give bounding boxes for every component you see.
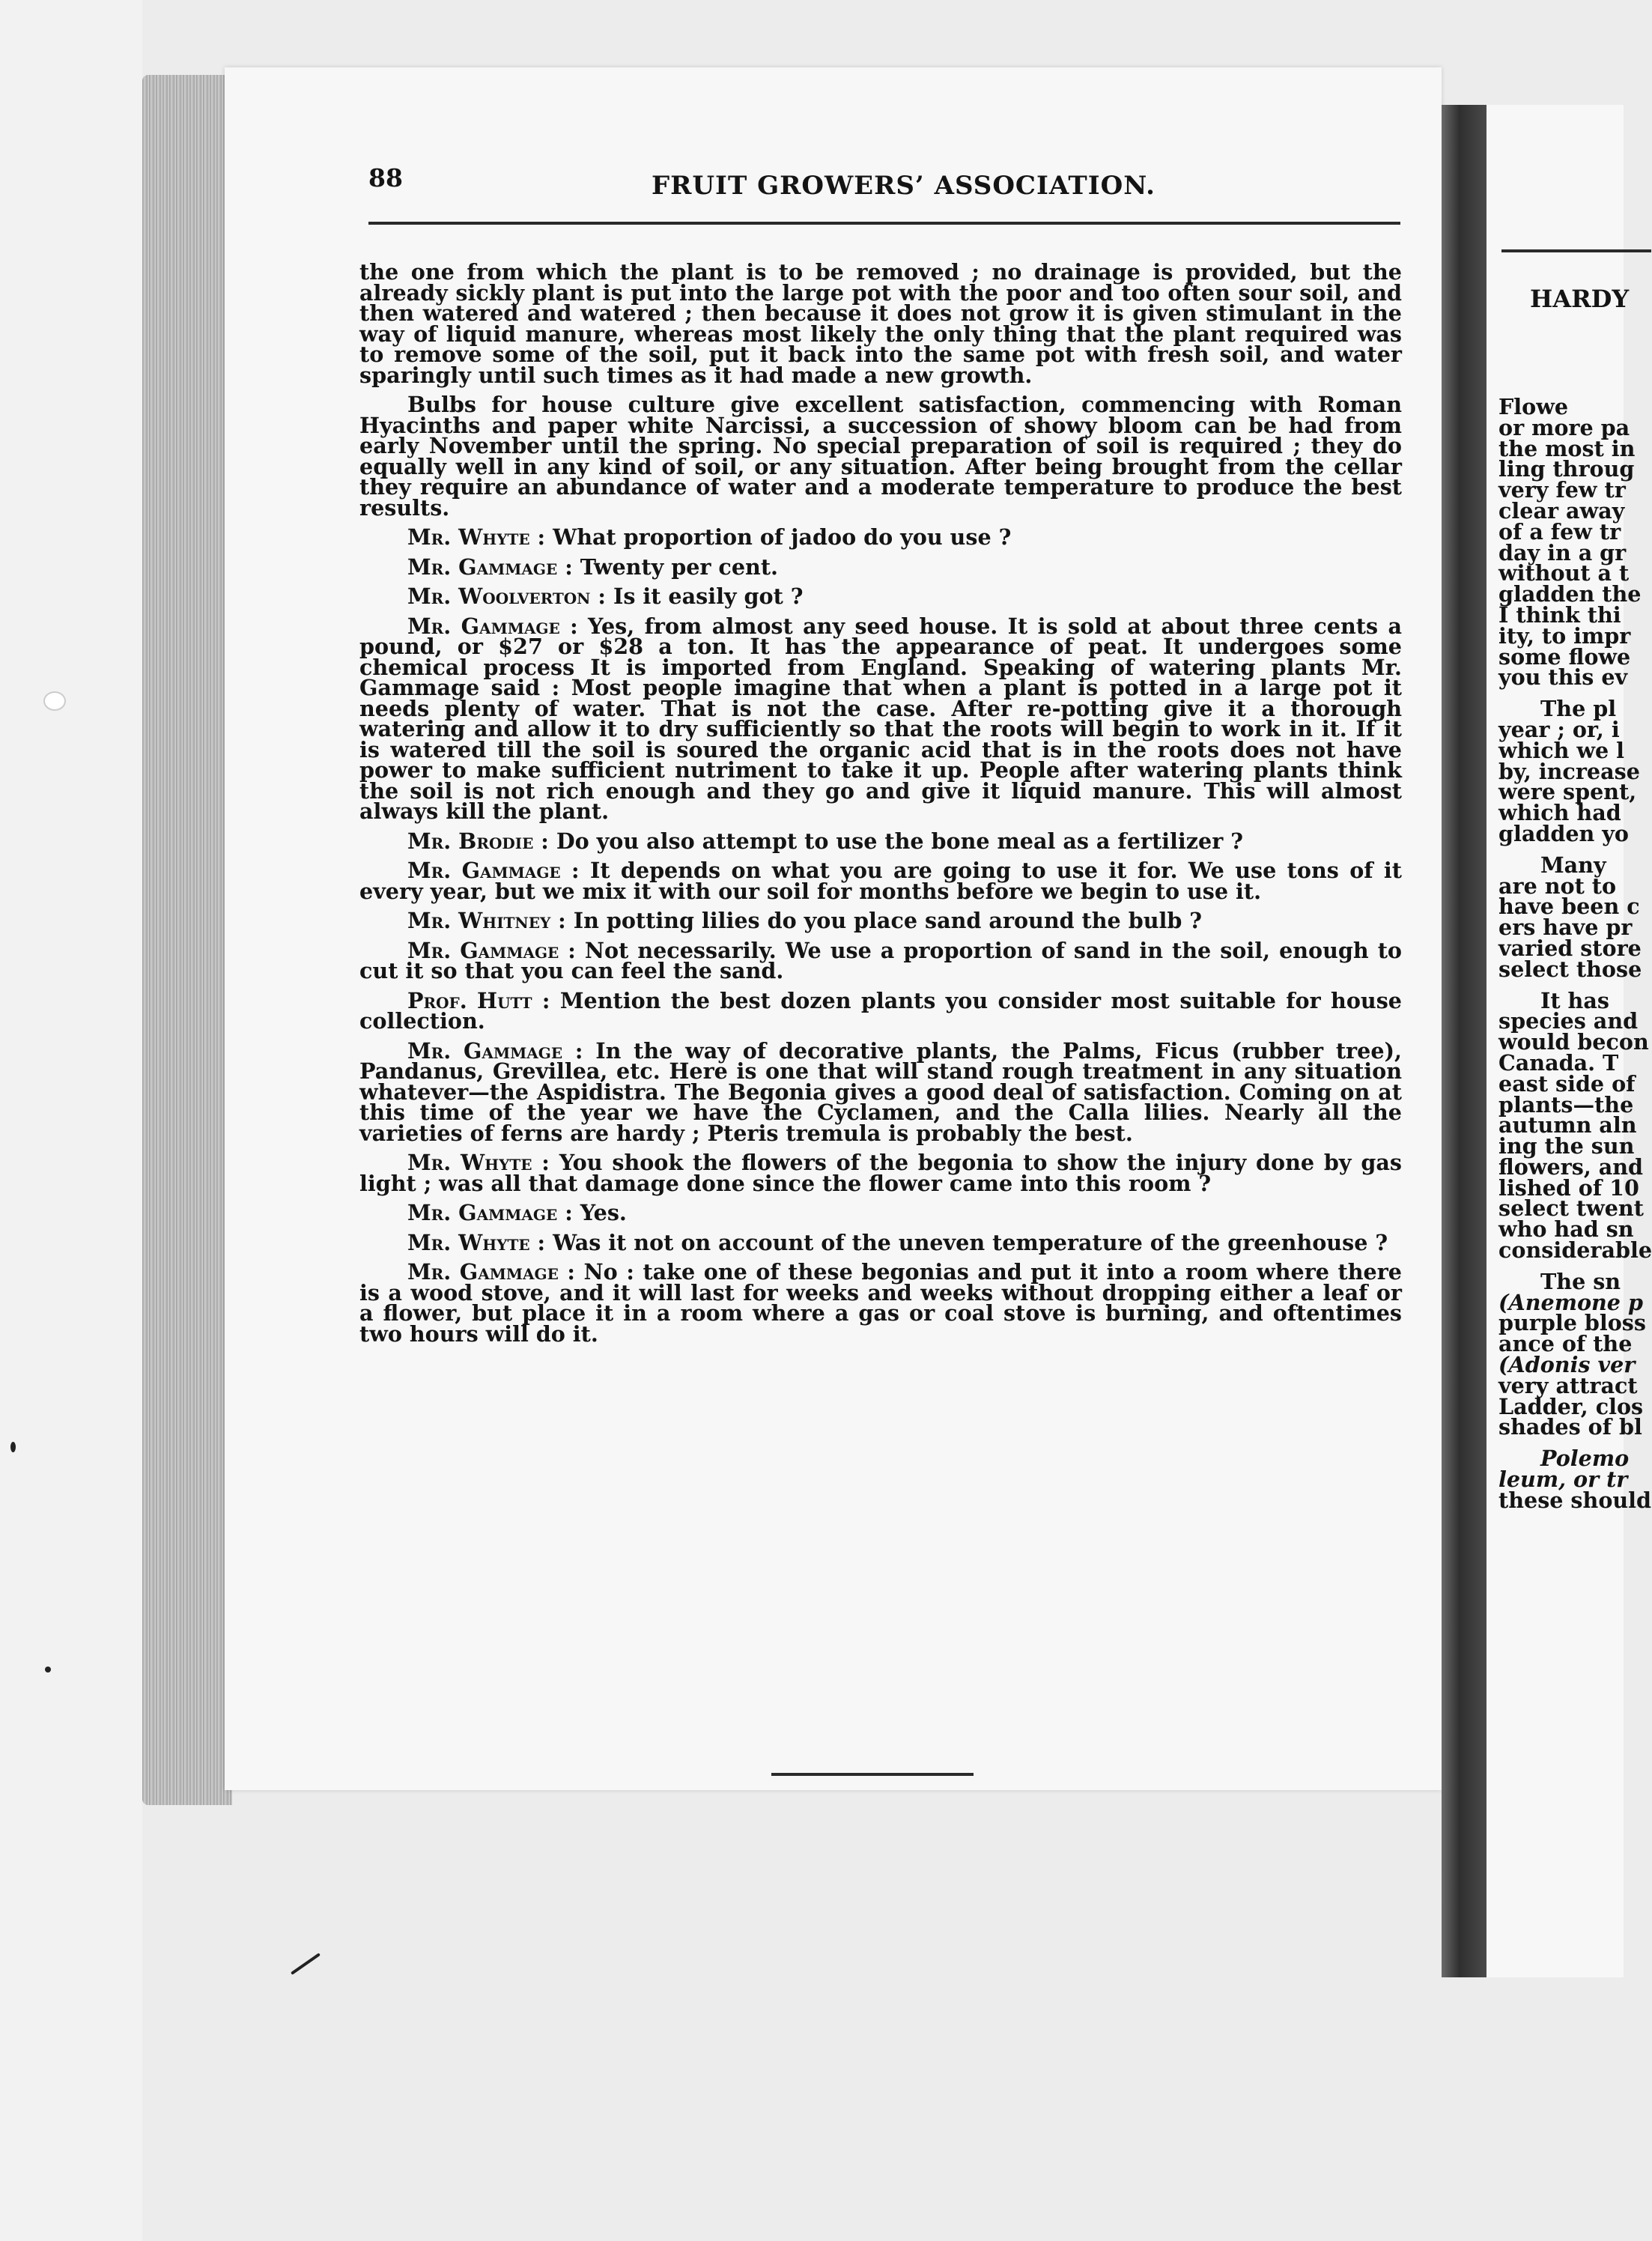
book-spine-shadow (1442, 105, 1487, 1977)
right-page-line: leum, or tr (1498, 1467, 1628, 1493)
right-page-line: ers have pr (1498, 915, 1633, 941)
speech: Twenty per cent. (580, 554, 778, 580)
speech: Was it not on account of the uneven temperature of the greenhouse ? (553, 1229, 1388, 1255)
right-page-text (1498, 394, 1652, 1513)
right-page-line: very few tr (1498, 477, 1626, 503)
speech: You shook the flowers of the begonia to show the injury done by gas light ; was all that damage done since the flower came into this room ? (359, 1150, 1402, 1196)
right-page-line: (Adonis ver (1498, 1352, 1636, 1378)
speaker: Mr. Whyte : (407, 1150, 550, 1175)
dialogue-entry (359, 583, 1402, 609)
right-page-line: species and (1498, 1008, 1639, 1034)
right-page-line: were spent, (1498, 779, 1637, 805)
right-page-line: It has (1540, 987, 1609, 1013)
right-page-line: are not to (1498, 873, 1617, 899)
right-page-line: without a t (1498, 560, 1630, 586)
speaker: Mr. Gammage : (407, 858, 580, 883)
speaker: Mr. Gammage : (407, 1200, 573, 1225)
speech: Not necessarily. We use a proportion of sand in the soil, enough to cut it so that you can feel the sand. (359, 937, 1402, 983)
right-page-line: Ladder, clos (1498, 1393, 1644, 1419)
right-page-line: ing the sun (1498, 1133, 1635, 1159)
right-page-line: The pl (1540, 696, 1617, 722)
right-page-line: which we l (1498, 737, 1625, 763)
speaker: Mr. Gammage : (407, 613, 578, 639)
right-page-line: lished of 10 (1498, 1174, 1639, 1201)
dialogue-entry (359, 554, 1402, 580)
header-rule (368, 222, 1400, 225)
dialogue-entry (359, 1150, 1402, 1196)
right-page-header-rule (1501, 249, 1651, 252)
right-page-line: ance of the (1498, 1331, 1633, 1357)
speech: No : take one of these begonias and put it into a room where there is a wood stove, and it will last for weeks and weeks without dropping either a leaf or a flower, but place it in a room where a gas or coal stove is burning, and oftentimes two hours will do it. (359, 1259, 1402, 1347)
running-head: FRUIT GROWERS’ ASSOCIATION. (652, 171, 1156, 201)
paragraph: the one from which the plant is to be removed ; no drainage is provided, but the already sickly plant is put into the large pot with the poor and too often sour soil, and then watered and watered ; then because it does not grow it is given stimulant in the way of liquid manure, whereas most likely the only thing that the plant required was to remove some of the soil, put it back into the same pot with fresh soil, and water sparingly until such times as it had made a new growth. (359, 259, 1402, 388)
speech: It depends on what you are going to use it for. We use tons of it every year, but we mix it with our soil for months before we begin to use it. (359, 858, 1402, 904)
dialogue-entry (359, 1259, 1402, 1347)
right-page-line: select twent (1498, 1195, 1644, 1222)
right-page-line: purple bloss (1498, 1310, 1646, 1336)
body-text (359, 259, 1402, 1353)
section-end-rule (771, 1773, 974, 1776)
speaker: Prof. Hutt : (407, 987, 550, 1013)
right-page-line: would becon (1498, 1029, 1649, 1055)
speaker: Mr. Brodie : (407, 828, 549, 854)
right-page (1487, 105, 1652, 1977)
scan-margin (0, 0, 142, 2241)
right-page-line: Many (1540, 852, 1606, 878)
speaker: Mr. Gammage : (407, 937, 576, 963)
right-page-line: who had sn (1498, 1216, 1634, 1243)
dialogue-entry (359, 987, 1402, 1034)
speech: What proportion of jadoo do you use ? (553, 524, 1012, 550)
dialogue-entry (359, 858, 1402, 904)
right-page-line: year ; or, i (1498, 716, 1620, 742)
scan-speck (291, 1953, 321, 1975)
right-page-line: which had (1498, 800, 1621, 826)
right-page-line: shades of bl (1498, 1414, 1642, 1440)
speaker: Mr. Gammage : (407, 554, 573, 580)
dialogue-entry (359, 937, 1402, 983)
right-page-line: I think thi (1498, 601, 1621, 628)
right-page-line: Canada. T (1498, 1049, 1619, 1076)
right-page-line: select those (1498, 956, 1642, 982)
right-page-line: east side of (1498, 1070, 1636, 1097)
right-page-line: considerable (1498, 1237, 1652, 1264)
right-page-line: very attract (1498, 1372, 1638, 1398)
right-page-line: some flowe (1498, 643, 1631, 670)
paragraph: Bulbs for house culture give excellent satisfaction, commencing with Roman Hyacinths and paper white Narcissi, a succession of showy bloom can be had from early November until the spring. No special preparation of soil is required ; they do equally well in any kind of soil, or any situation. After being brought from the cellar they require an abundance of water and a moderate temperature to produce the best results. (359, 392, 1402, 521)
right-page-line: Polemo (1540, 1446, 1630, 1472)
right-page-line: have been c (1498, 894, 1640, 920)
speaker: Mr. Gammage : (407, 1259, 575, 1285)
right-page-line: or more pa (1498, 414, 1630, 440)
dialogue-entry (359, 908, 1402, 933)
right-page-line: Flowe (1498, 394, 1569, 419)
right-page-line: varied store (1498, 935, 1642, 961)
scan-speck (45, 693, 64, 709)
right-page-line: gladden yo (1498, 820, 1629, 846)
dialogue-entry (359, 613, 1402, 824)
speech: Yes, from almost any seed house. It is sold at about three cents a pound, or $27 or $28 a ton. It has the appearance of peat. It undergoes some chemical process It is imported from England. Speaking of watering plants Mr. Gammage said : Most people imagine that when a plant is potted in a large pot it needs plenty of water. That is not the case. After re-potting give it a thorough watering and allow it to dry sufficiently so that the roots will begin to work in it. If it is watered till the soil is soured the organic acid that is in the roots does not have power to make sufficient nutriment to take it up. People after watering plants think the soil is not rich enough and they go and give it liquid manure. This will almost always kill the plant. (359, 613, 1402, 824)
speech: In the way of decorative plants, the Palms, Ficus (rubber tree), Pandanus, Grevillea, etc. Here is one that will stand rough treatment in any situation whatever—the Aspidistra. The Begonia gives a good deal of satisfaction. Coming on at this time of the year we have the Cyclamen, and the Calla lilies. Nearly all the varieties of ferns are hardy ; Pteris tremula is probably the best. (359, 1037, 1402, 1146)
right-page-line: (Anemone p (1498, 1289, 1643, 1315)
right-page-line: day in a gr (1498, 539, 1627, 565)
right-page-line: autumn aln (1498, 1112, 1637, 1138)
right-page-line: clear away (1498, 497, 1625, 524)
right-page-line: ling throug (1498, 456, 1635, 482)
speech: Yes. (580, 1200, 627, 1225)
dialogue-entry (359, 1037, 1402, 1146)
dialogue-entry (359, 524, 1402, 550)
right-page-line: ity, to impr (1498, 622, 1631, 649)
right-page-line: these should (1498, 1487, 1652, 1513)
dialogue-entry (359, 1200, 1402, 1225)
speaker: Mr. Whyte : (407, 524, 546, 550)
right-page-line: plants—the (1498, 1091, 1634, 1118)
right-page-line: flowers, and (1498, 1153, 1644, 1180)
speech: In potting lilies do you place sand around the bulb ? (573, 908, 1203, 933)
scan-speck (10, 1442, 16, 1452)
speaker: Mr. Whitney : (407, 908, 566, 933)
speaker: Mr. Woolverton : (407, 583, 606, 609)
right-page-line: the most in (1498, 435, 1636, 461)
dialogue-entry (359, 1229, 1402, 1255)
right-page-line: gladden the (1498, 581, 1642, 607)
speech: Is it easily got ? (613, 583, 804, 609)
speaker: Mr. Gammage : (407, 1037, 583, 1064)
book-page-edges (142, 75, 232, 1805)
scan-speck (45, 1667, 51, 1673)
dialogue-entry (359, 828, 1402, 854)
page-number: 88 (368, 163, 403, 192)
right-page-line: by, increase (1498, 758, 1640, 784)
right-page-line: of a few tr (1498, 518, 1621, 545)
speaker: Mr. Whyte : (407, 1229, 546, 1255)
right-page-line: The sn (1540, 1268, 1621, 1294)
right-page-heading: HARDY (1530, 285, 1630, 313)
speech: Mention the best dozen plants you consider most suitable for house collection. (359, 987, 1402, 1034)
right-page-line: you this ev (1498, 664, 1628, 691)
speech: Do you also attempt to use the bone meal as a fertilizer ? (556, 828, 1243, 854)
